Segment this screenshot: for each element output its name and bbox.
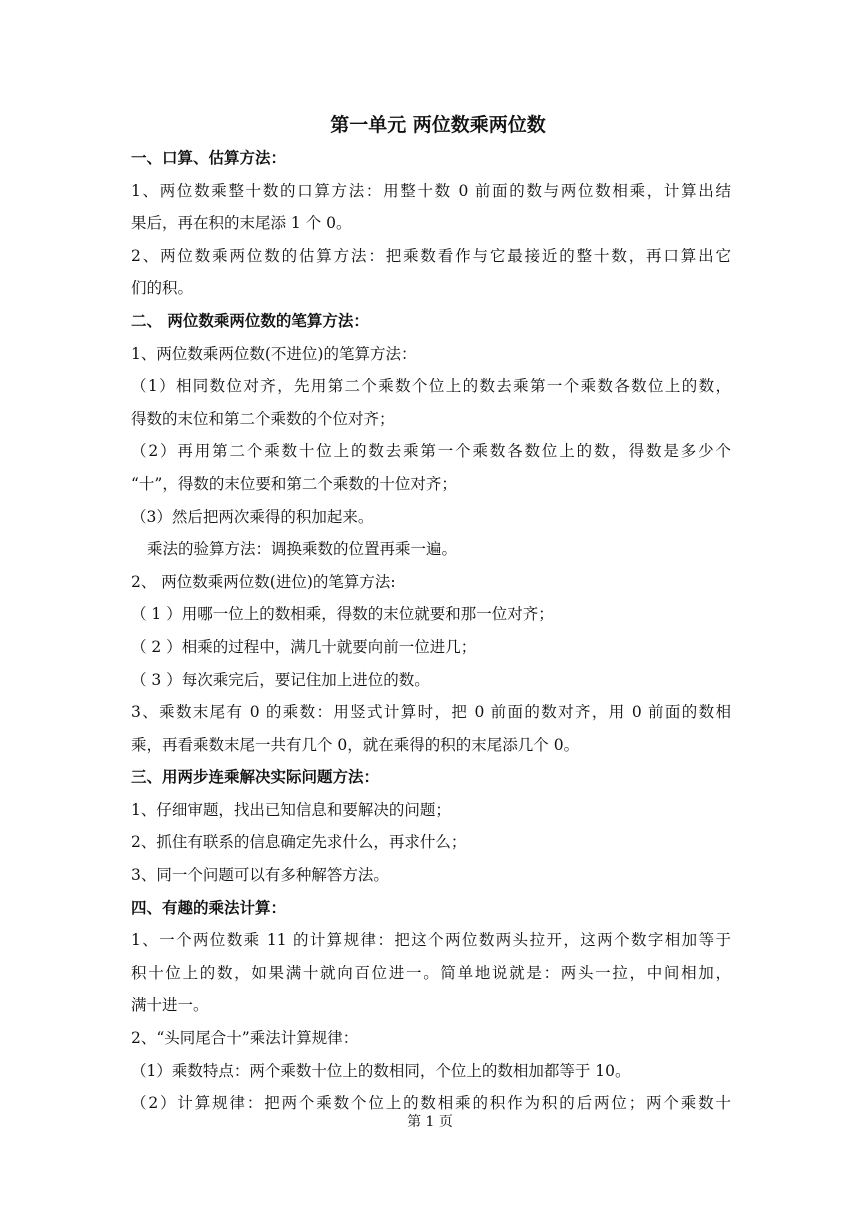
text-line: 得数的末位和第二个乘数的个位对齐； [131,409,395,428]
text-line: （1）相同数位对齐，先用第二个乘数个位上的数去乘第一个乘数各数位上的数， [131,377,731,396]
text-line: 3、乘数末尾有 0 的乘数：用竖式计算时，把 0 前面的数对齐，用 0 前面的数相 [131,703,731,722]
text-line: （1）乘数特点：两个乘数十位上的数相同，个位上的数相加都等于 10。 [131,1061,631,1080]
text-line: （ 3 ）每次乘完后，要记住加上进位的数。 [131,670,430,689]
text-line: 们的积。 [131,279,194,298]
text-line: 2、 两位数乘两位数(进位)的笔算方法: [131,572,396,591]
document-body [131,142,731,1120]
text-line: 2、抓住有联系的信息确定先求什么，再求什么； [131,833,467,852]
text-line: 乘，再看乘数末尾一共有几个 0，就在乘得的积的末尾添几个 0。 [131,735,580,754]
text-line: 1、仔细审题，找出已知信息和要解决的问题； [131,800,451,819]
section-heading: 三、用两步连乘解决实际问题方法： [131,767,380,787]
text-line: 1、两位数乘两位数(不进位)的笔算方法： [131,344,417,363]
text-line: （3）然后把两次乘得的积加起来。 [131,507,374,526]
text-line: 1、一个两位数乘 11 的计算规律：把这个两位数两头拉开，这两个数字相加等于 [131,931,731,950]
text-line: 果后，再在积的末尾添 1 个 0。 [131,214,352,233]
text-line: 乘法的验算方法：调换乘数的位置再乘一遍。 [147,540,458,559]
text-line: “十”，得数的末位要和第二个乘数的十位对齐； [131,474,457,493]
text-line: 2、两位数乘两位数的估算方法：把乘数看作与它最接近的整十数，再口算出它 [131,246,731,265]
text-line: 满十进一。 [131,996,209,1015]
text-line: （ 2 ）相乘的过程中，满几十就要向前一位进几； [131,637,477,656]
text-line: （ 1 ）用哪一位上的数相乘，得数的末位就要和那一位对齐； [131,605,554,624]
text-line: （2）计算规律：把两个乘数个位上的数相乘的积作为积的后两位；两个乘数十 [131,1094,731,1113]
section-heading: 二、 两位数乘两位数的笔算方法： [131,310,369,330]
text-line: 2、“头同尾合十”乘法计算规律： [131,1029,359,1048]
section-heading: 一、口算、估算方法： [131,148,287,167]
document-page [131,108,731,1120]
text-line: （2）再用第二个乘数十位上的数去乘第一个乘数各数位上的数，得数是多少个 [131,442,731,461]
text-line: 1、两位数乘整十数的口算方法：用整十数 0 前面的数与两位数相乘，计算出结 [131,181,731,200]
page-number: 第 1 页 [407,1114,453,1130]
text-line: 积十位上的数，如果满十就向百位进一。简单地说就是：两头一拉，中间相加， [131,963,731,982]
section-heading: 四、有趣的乘法计算： [131,897,287,917]
text-line: 3、同一个问题可以有多种解答方法。 [131,866,389,885]
document-title: 第一单元 两位数乘两位数 [330,114,546,136]
